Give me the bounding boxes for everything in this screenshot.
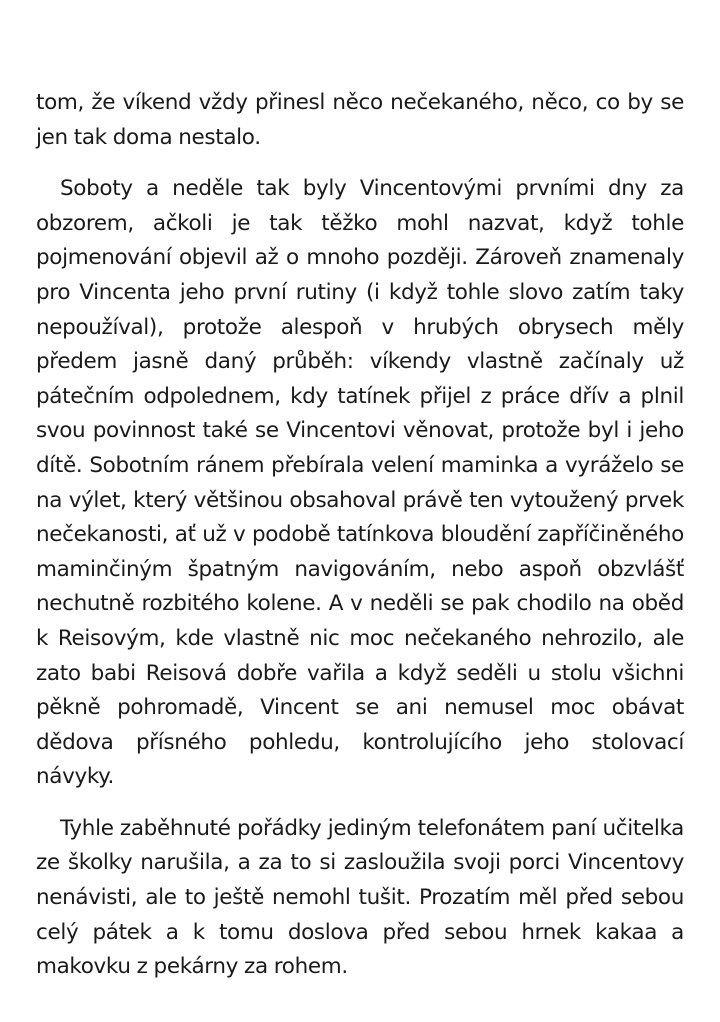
- paragraph-1: tom, že víkend vždy přinesl něco nečekaného, něco, co by se jen tak doma nestalo.: [36, 90, 684, 150]
- paragraph-2: Soboty a neděle tak byly Vincentovými prvními dny za obzorem, ačkoli je tak těžko mohl nazvat, když tohle pojmenování objevil až o mnoho později. Zároveň znamenaly pro Vincenta jeho první rutiny (i když tohle slovo zatím taky nepoužíval), protože alespoň v hrubých obrysech měly předem jasně daný průběh: víkendy vlastně začínaly už pátečním odpolednem, kdy tatínek přijel z práce dřív a plnil svou povinnost také se Vincentovi věnovat, protože byl i jeho dítě. Sobotním ránem přebírala velení maminka a vyráželo se na výlet, který většinou obsahoval právě ten vytoužený prvek nečekanosti, ať už v podobě tatínkova bloudění zapříčiněného maminčiným špatným navigováním, nebo aspoň obzvlášť nechutně rozbitého kolene. A v neděli se pak chodilo na oběd k Reisovým, kde vlastně nic moc nečekaného nehrozilo, ale zato babi Reisová dobře vařila a když seděli u stolu všichni pěkně pohromadě, Vincent se ani nemusel moc obávat dědova přísného pohledu, kontrolujícího jeho stolovací návyky.: [36, 176, 684, 790]
- paragraph-3: Tyhle zaběhnuté pořádky jediným telefonátem paní učitelka ze školky narušila, a za to si zasloužila svoji porci Vincentovy nenávisti, ale to ještě nemohl tušit. Prozatím měl před sebou celý pátek a k tomu doslova před sebou hrnek kakaa a makovku z pekárny za rohem.: [36, 815, 684, 980]
- document-page: [36, 86, 684, 1002]
